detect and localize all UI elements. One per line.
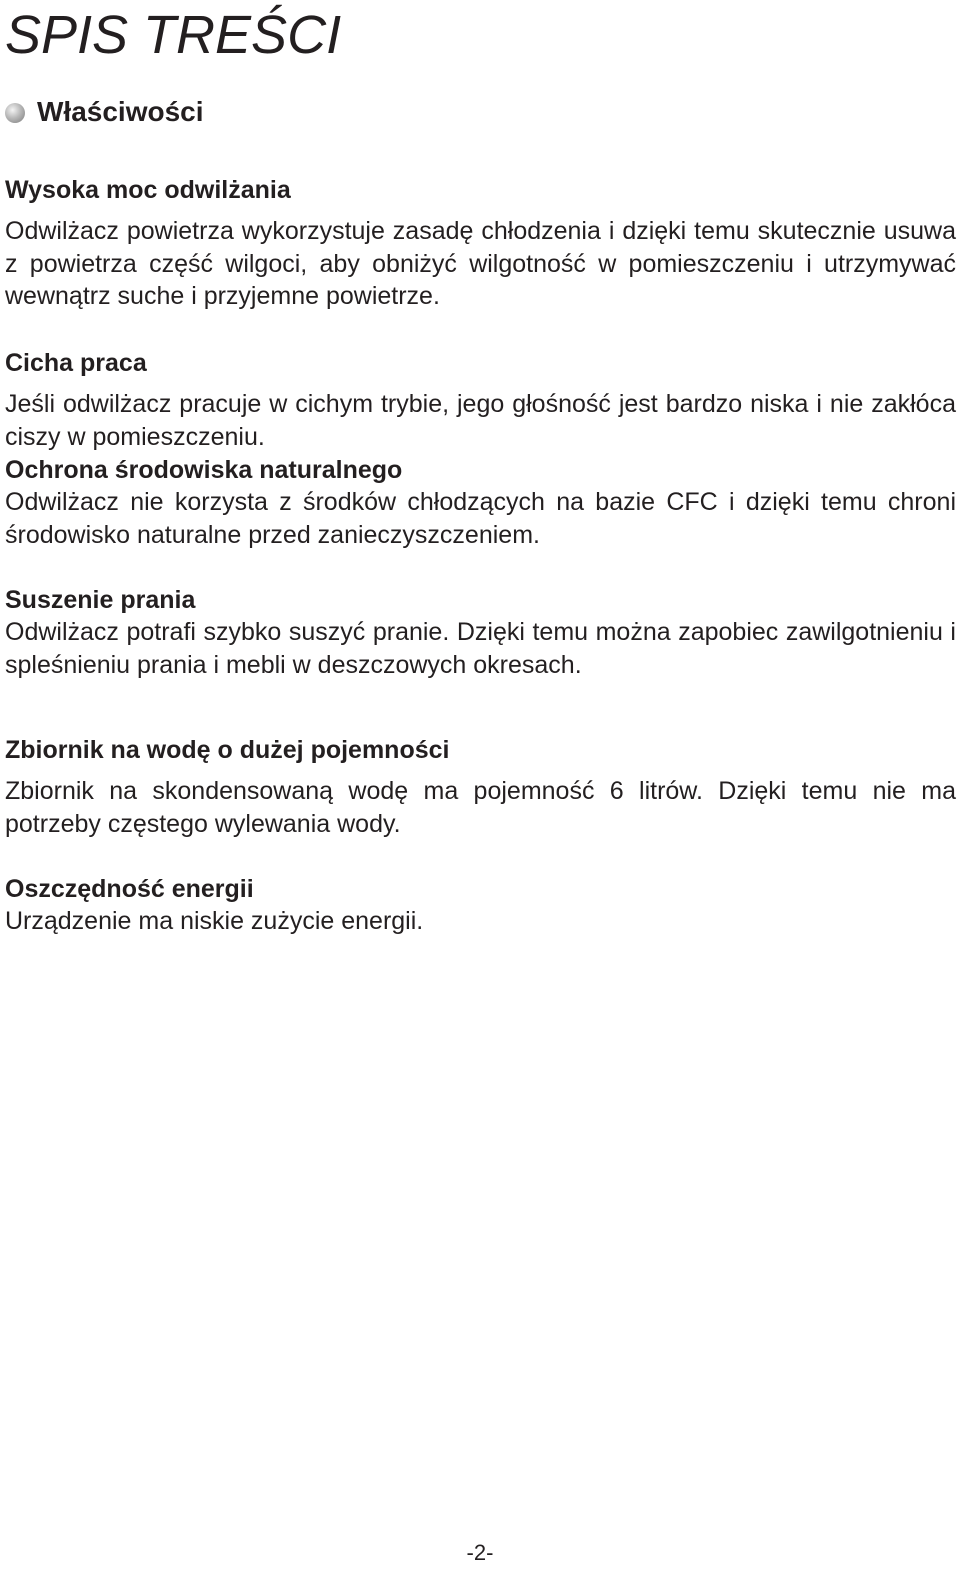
page-title: SPIS TREŚCI <box>5 5 342 65</box>
feature-title: Ochrona środowiska naturalnego <box>5 456 403 484</box>
feature-text: Odwilżacz powietrza wykorzystuje zasadę chłodzenia i dzięki temu skutecznie usuwa z powietrza część wilgoci, aby obniżyć wilgotność w pomieszczeniu i utrzymywać wewnątrz suche i przyjemne powietrze. <box>5 217 956 310</box>
feature-large-water-tank <box>5 734 956 840</box>
feature-environment-protection <box>5 454 956 551</box>
feature-energy-saving <box>5 873 956 938</box>
feature-high-dehumidifying-power <box>5 174 956 313</box>
feature-title: Wysoka moc odwilżania <box>5 176 291 204</box>
feature-text: Zbiornik na skondensowaną wodę ma pojemność 6 litrów. Dzięki temu nie ma potrzeby częstego wylewania wody. <box>5 777 956 838</box>
feature-text: Jeśli odwilżacz pracuje w cichym trybie, jego głośność jest bardzo niska i nie zakłóca ciszy w pomieszczeniu. <box>5 390 956 451</box>
feature-text: Odwilżacz potrafi szybko suszyć pranie. Dzięki temu można zapobiec zawilgotnieniu i spleśnieniu prania i mebli w deszczowych okresach. <box>5 618 956 679</box>
feature-quiet-operation <box>5 347 956 453</box>
feature-laundry-drying <box>5 584 956 681</box>
feature-text: Odwilżacz nie korzysta z środków chłodzących na bazie CFC i dzięki temu chroni środowisko naturalne przed zanieczyszczeniem. <box>5 488 956 549</box>
section-heading-text: Właściwości <box>37 96 204 127</box>
feature-text: Urządzenie ma niskie zużycie energii. <box>5 907 424 935</box>
feature-title: Zbiornik na wodę o dużej pojemności <box>5 736 450 764</box>
feature-title: Cicha praca <box>5 349 147 377</box>
page-number: -2- <box>466 1540 494 1565</box>
section-heading <box>5 92 204 132</box>
feature-title: Suszenie prania <box>5 586 196 614</box>
feature-title: Oszczędność energii <box>5 875 254 903</box>
bullet-icon <box>5 103 25 123</box>
